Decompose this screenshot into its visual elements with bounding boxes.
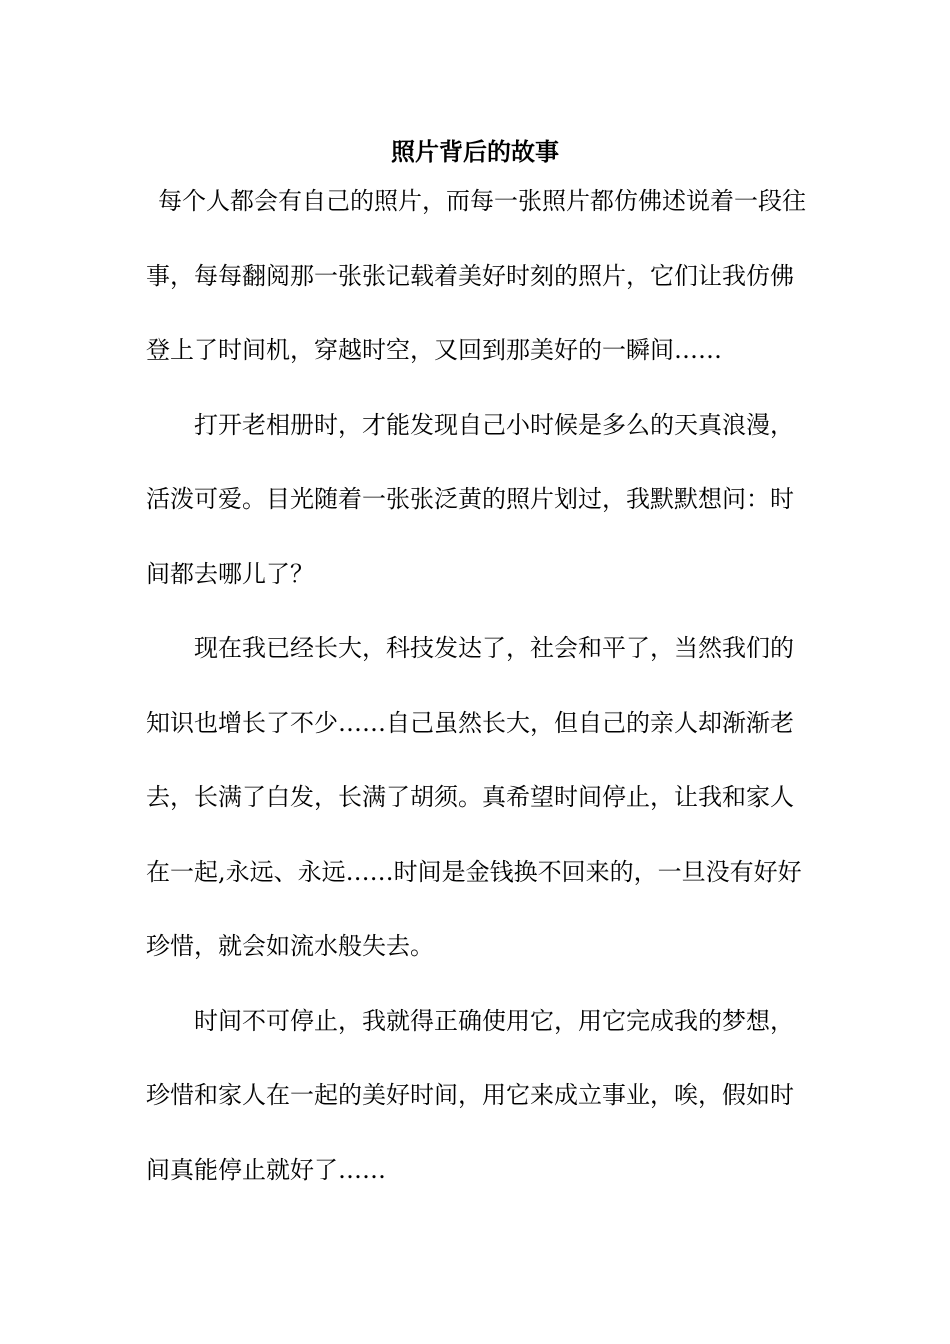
text-line: 打开老相册时，才能发现自己小时候是多么的天真浪漫， [194, 410, 794, 439]
text-line: 去，长满了白发，长满了胡须。真希望时间停止，让我和家人 [146, 783, 794, 811]
text-line: 每个人都会有自己的照片，而每一张照片都仿佛述说着一段往 [158, 187, 806, 215]
document-title: 照片背后的故事 [391, 137, 559, 166]
text-line: 活泼可爱。目光随着一张张泛黄的照片划过，我默默想问：时 [146, 485, 794, 513]
text-line: 珍惜和家人在一起的美好时间，用它来成立事业，唉，假如时 [146, 1081, 794, 1109]
text-line: 登上了时间机，穿越时空，又回到那美好的一瞬间…… [146, 336, 722, 364]
text-line: 间真能停止就好了…… [146, 1155, 386, 1184]
text-line: 现在我已经长大，科技发达了，社会和平了，当然我们的 [194, 634, 794, 662]
text-line: 时间不可停止，我就得正确使用它，用它完成我的梦想， [194, 1006, 794, 1035]
text-line: 知识也增长了不少……自己虽然长大，但自己的亲人却渐渐老 [146, 708, 794, 737]
text-line: 间都去哪儿了？ [146, 559, 314, 588]
text-line: 事，每每翻阅那一张张记载着美好时刻的照片，它们让我仿佛 [146, 261, 794, 290]
document-body [146, 177, 806, 1220]
text-line: 珍惜，就会如流水般失去。 [146, 932, 434, 960]
text-line: 在一起,永远、永远……时间是金钱换不回来的，一旦没有好好 [146, 857, 802, 886]
